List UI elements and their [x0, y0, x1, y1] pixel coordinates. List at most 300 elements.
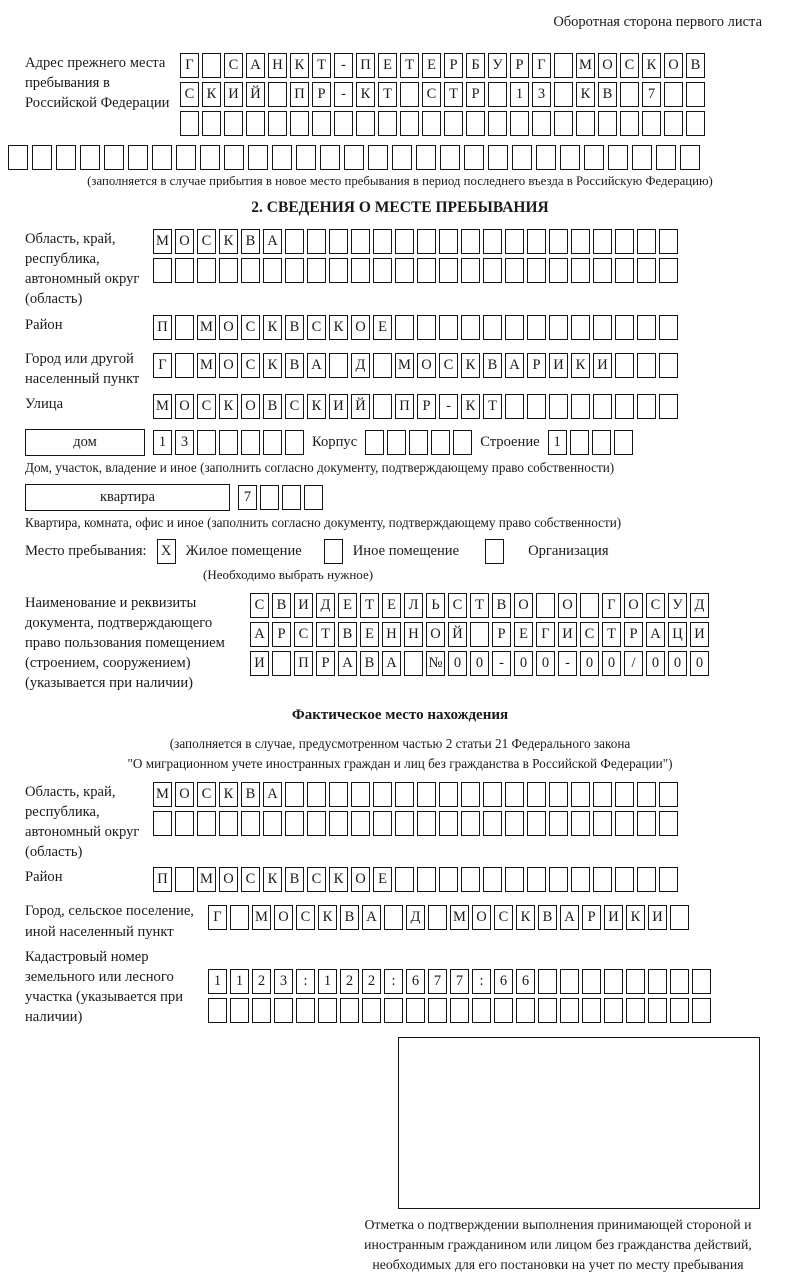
char-cell[interactable]: - — [439, 394, 458, 419]
char-cell[interactable]: 1 — [318, 969, 337, 994]
char-cell[interactable]: В — [492, 593, 511, 618]
char-cell[interactable] — [274, 998, 293, 1023]
char-cell[interactable] — [536, 145, 556, 170]
char-cell[interactable] — [505, 229, 524, 254]
char-cell[interactable]: П — [290, 82, 309, 107]
char-cell[interactable]: С — [620, 53, 639, 78]
char-cell[interactable] — [268, 82, 287, 107]
char-cell[interactable]: Д — [351, 353, 370, 378]
char-cell[interactable]: О — [417, 353, 436, 378]
char-cell[interactable]: Т — [378, 82, 397, 107]
char-cell[interactable] — [8, 145, 28, 170]
char-cell[interactable] — [554, 111, 573, 136]
char-cell[interactable]: К — [461, 394, 480, 419]
char-cell[interactable] — [637, 394, 656, 419]
fact-district-row[interactable] — [153, 867, 678, 892]
char-cell[interactable]: С — [241, 353, 260, 378]
char-cell[interactable] — [659, 867, 678, 892]
document-row-3[interactable] — [250, 651, 709, 676]
char-cell[interactable]: П — [294, 651, 313, 676]
char-cell[interactable]: О — [175, 782, 194, 807]
char-cell[interactable] — [560, 998, 579, 1023]
char-cell[interactable] — [56, 145, 76, 170]
char-cell[interactable]: 1 — [230, 969, 249, 994]
char-cell[interactable]: В — [241, 782, 260, 807]
char-cell[interactable]: К — [571, 353, 590, 378]
char-cell[interactable] — [351, 811, 370, 836]
char-cell[interactable] — [626, 998, 645, 1023]
char-cell[interactable]: Р — [312, 82, 331, 107]
char-cell[interactable]: - — [334, 53, 353, 78]
char-cell[interactable]: : — [472, 969, 491, 994]
char-cell[interactable] — [485, 539, 504, 564]
char-cell[interactable] — [450, 998, 469, 1023]
char-cell[interactable]: 2 — [252, 969, 271, 994]
char-cell[interactable] — [307, 782, 326, 807]
char-cell[interactable]: В — [285, 867, 304, 892]
char-cell[interactable] — [368, 145, 388, 170]
char-cell[interactable] — [329, 782, 348, 807]
char-cell[interactable] — [260, 485, 279, 510]
char-cell[interactable] — [395, 867, 414, 892]
char-cell[interactable] — [224, 111, 243, 136]
char-cell[interactable]: С — [422, 82, 441, 107]
char-cell[interactable]: Е — [360, 622, 379, 647]
char-cell[interactable] — [637, 867, 656, 892]
char-cell[interactable] — [404, 651, 423, 676]
other-premises-checkbox[interactable] — [324, 539, 343, 564]
char-cell[interactable] — [615, 782, 634, 807]
char-cell[interactable]: Н — [268, 53, 287, 78]
char-cell[interactable] — [395, 315, 414, 340]
char-cell[interactable] — [208, 998, 227, 1023]
char-cell[interactable] — [219, 811, 238, 836]
char-cell[interactable]: С — [197, 782, 216, 807]
char-cell[interactable]: Й — [351, 394, 370, 419]
char-cell[interactable]: Д — [406, 905, 425, 930]
char-cell[interactable]: И — [250, 651, 269, 676]
char-cell[interactable]: В — [241, 229, 260, 254]
char-cell[interactable]: Т — [312, 53, 331, 78]
char-cell[interactable] — [527, 782, 546, 807]
prev-address-row-1[interactable] — [180, 53, 705, 78]
char-cell[interactable] — [285, 430, 304, 455]
char-cell[interactable]: М — [197, 867, 216, 892]
char-cell[interactable] — [422, 111, 441, 136]
char-cell[interactable] — [614, 430, 633, 455]
char-cell[interactable]: С — [307, 867, 326, 892]
char-cell[interactable] — [571, 229, 590, 254]
char-cell[interactable]: Р — [466, 82, 485, 107]
char-cell[interactable] — [642, 111, 661, 136]
char-cell[interactable] — [461, 811, 480, 836]
char-cell[interactable]: К — [356, 82, 375, 107]
char-cell[interactable]: 7 — [428, 969, 447, 994]
char-cell[interactable] — [395, 782, 414, 807]
char-cell[interactable]: К — [202, 82, 221, 107]
char-cell[interactable] — [461, 258, 480, 283]
street-row[interactable] — [153, 394, 678, 419]
char-cell[interactable] — [483, 229, 502, 254]
char-cell[interactable] — [285, 229, 304, 254]
char-cell[interactable]: О — [664, 53, 683, 78]
char-cell[interactable] — [384, 998, 403, 1023]
char-cell[interactable]: В — [285, 353, 304, 378]
char-cell[interactable] — [272, 145, 292, 170]
char-cell[interactable] — [670, 905, 689, 930]
char-cell[interactable]: В — [360, 651, 379, 676]
char-cell[interactable] — [549, 867, 568, 892]
fact-city-row[interactable] — [208, 905, 689, 930]
char-cell[interactable] — [483, 258, 502, 283]
char-cell[interactable] — [329, 258, 348, 283]
char-cell[interactable] — [538, 998, 557, 1023]
char-cell[interactable] — [615, 867, 634, 892]
char-cell[interactable]: X — [157, 539, 176, 564]
char-cell[interactable] — [351, 782, 370, 807]
char-cell[interactable]: С — [180, 82, 199, 107]
char-cell[interactable]: К — [263, 315, 282, 340]
district-row[interactable] — [153, 315, 678, 340]
char-cell[interactable] — [248, 145, 268, 170]
char-cell[interactable] — [593, 811, 612, 836]
char-cell[interactable]: О — [624, 593, 643, 618]
char-cell[interactable] — [592, 430, 611, 455]
char-cell[interactable] — [439, 867, 458, 892]
char-cell[interactable] — [659, 229, 678, 254]
char-cell[interactable]: Д — [690, 593, 709, 618]
char-cell[interactable] — [439, 782, 458, 807]
char-cell[interactable] — [505, 315, 524, 340]
char-cell[interactable] — [582, 998, 601, 1023]
char-cell[interactable] — [461, 229, 480, 254]
char-cell[interactable]: В — [338, 622, 357, 647]
char-cell[interactable]: Г — [536, 622, 555, 647]
char-cell[interactable]: С — [241, 867, 260, 892]
char-cell[interactable] — [219, 430, 238, 455]
char-cell[interactable]: Б — [466, 53, 485, 78]
char-cell[interactable]: О — [175, 394, 194, 419]
char-cell[interactable]: С — [224, 53, 243, 78]
char-cell[interactable]: С — [307, 315, 326, 340]
char-cell[interactable]: 6 — [516, 969, 535, 994]
char-cell[interactable] — [175, 258, 194, 283]
char-cell[interactable] — [571, 394, 590, 419]
char-cell[interactable] — [584, 145, 604, 170]
char-cell[interactable] — [365, 430, 384, 455]
char-cell[interactable] — [428, 905, 447, 930]
char-cell[interactable]: / — [624, 651, 643, 676]
char-cell[interactable] — [197, 258, 216, 283]
char-cell[interactable]: А — [263, 782, 282, 807]
char-cell[interactable]: Е — [514, 622, 533, 647]
char-cell[interactable]: У — [668, 593, 687, 618]
char-cell[interactable]: 0 — [668, 651, 687, 676]
char-cell[interactable] — [615, 394, 634, 419]
char-cell[interactable] — [670, 969, 689, 994]
char-cell[interactable] — [356, 111, 375, 136]
char-cell[interactable]: О — [241, 394, 260, 419]
char-cell[interactable]: Г — [602, 593, 621, 618]
char-cell[interactable]: В — [686, 53, 705, 78]
prev-address-row-4[interactable] — [8, 145, 792, 170]
char-cell[interactable] — [406, 998, 425, 1023]
char-cell[interactable]: - — [558, 651, 577, 676]
char-cell[interactable] — [128, 145, 148, 170]
char-cell[interactable]: М — [153, 394, 172, 419]
char-cell[interactable]: - — [492, 651, 511, 676]
char-cell[interactable]: Р — [316, 651, 335, 676]
char-cell[interactable]: Р — [417, 394, 436, 419]
char-cell[interactable]: М — [153, 782, 172, 807]
char-cell[interactable]: О — [426, 622, 445, 647]
char-cell[interactable] — [608, 145, 628, 170]
char-cell[interactable]: Е — [373, 867, 392, 892]
char-cell[interactable]: М — [153, 229, 172, 254]
char-cell[interactable]: С — [296, 905, 315, 930]
char-cell[interactable]: К — [329, 315, 348, 340]
char-cell[interactable] — [536, 593, 555, 618]
char-cell[interactable] — [571, 315, 590, 340]
document-row-2[interactable] — [250, 622, 709, 647]
char-cell[interactable] — [582, 969, 601, 994]
char-cell[interactable] — [494, 998, 513, 1023]
char-cell[interactable]: Р — [492, 622, 511, 647]
char-cell[interactable] — [400, 82, 419, 107]
char-cell[interactable] — [570, 430, 589, 455]
char-cell[interactable]: Й — [448, 622, 467, 647]
char-cell[interactable]: Ь — [426, 593, 445, 618]
korpus-cells[interactable] — [365, 430, 472, 455]
char-cell[interactable] — [392, 145, 412, 170]
char-cell[interactable] — [197, 811, 216, 836]
char-cell[interactable] — [175, 811, 194, 836]
char-cell[interactable] — [461, 315, 480, 340]
char-cell[interactable]: К — [290, 53, 309, 78]
char-cell[interactable] — [637, 782, 656, 807]
char-cell[interactable] — [615, 811, 634, 836]
char-cell[interactable] — [246, 111, 265, 136]
char-cell[interactable] — [488, 145, 508, 170]
stroenie-cells[interactable] — [548, 430, 633, 455]
char-cell[interactable]: Г — [153, 353, 172, 378]
char-cell[interactable]: К — [516, 905, 535, 930]
char-cell[interactable] — [417, 867, 436, 892]
char-cell[interactable] — [296, 145, 316, 170]
char-cell[interactable]: К — [307, 394, 326, 419]
char-cell[interactable]: О — [274, 905, 293, 930]
char-cell[interactable] — [637, 258, 656, 283]
char-cell[interactable]: Т — [316, 622, 335, 647]
char-cell[interactable] — [560, 969, 579, 994]
char-cell[interactable]: С — [197, 394, 216, 419]
char-cell[interactable] — [659, 258, 678, 283]
char-cell[interactable] — [604, 969, 623, 994]
char-cell[interactable] — [571, 811, 590, 836]
char-cell[interactable]: И — [604, 905, 623, 930]
char-cell[interactable]: 3 — [175, 430, 194, 455]
char-cell[interactable] — [670, 998, 689, 1023]
char-cell[interactable]: О — [219, 315, 238, 340]
char-cell[interactable]: А — [338, 651, 357, 676]
char-cell[interactable] — [648, 969, 667, 994]
apartment-cells[interactable] — [238, 485, 323, 510]
char-cell[interactable] — [659, 782, 678, 807]
char-cell[interactable]: Т — [444, 82, 463, 107]
city-row[interactable] — [153, 353, 678, 378]
char-cell[interactable] — [272, 651, 291, 676]
char-cell[interactable]: Й — [246, 82, 265, 107]
char-cell[interactable]: В — [340, 905, 359, 930]
char-cell[interactable] — [324, 539, 343, 564]
char-cell[interactable] — [593, 394, 612, 419]
document-row-1[interactable] — [250, 593, 709, 618]
char-cell[interactable] — [510, 111, 529, 136]
char-cell[interactable]: О — [219, 867, 238, 892]
char-cell[interactable]: К — [219, 394, 238, 419]
char-cell[interactable]: П — [153, 315, 172, 340]
char-cell[interactable] — [571, 782, 590, 807]
char-cell[interactable]: В — [598, 82, 617, 107]
char-cell[interactable]: И — [558, 622, 577, 647]
char-cell[interactable] — [659, 353, 678, 378]
char-cell[interactable] — [351, 229, 370, 254]
char-cell[interactable] — [444, 111, 463, 136]
char-cell[interactable] — [80, 145, 100, 170]
char-cell[interactable] — [320, 145, 340, 170]
char-cell[interactable] — [664, 82, 683, 107]
char-cell[interactable]: С — [250, 593, 269, 618]
char-cell[interactable] — [241, 258, 260, 283]
char-cell[interactable] — [362, 998, 381, 1023]
char-cell[interactable]: С — [294, 622, 313, 647]
char-cell[interactable]: О — [351, 867, 370, 892]
char-cell[interactable] — [692, 998, 711, 1023]
char-cell[interactable] — [512, 145, 532, 170]
char-cell[interactable]: А — [263, 229, 282, 254]
char-cell[interactable]: В — [272, 593, 291, 618]
char-cell[interactable] — [615, 229, 634, 254]
char-cell[interactable] — [626, 969, 645, 994]
char-cell[interactable] — [593, 258, 612, 283]
char-cell[interactable]: Т — [470, 593, 489, 618]
char-cell[interactable]: А — [505, 353, 524, 378]
char-cell[interactable] — [285, 782, 304, 807]
char-cell[interactable] — [593, 867, 612, 892]
char-cell[interactable] — [318, 998, 337, 1023]
char-cell[interactable] — [527, 315, 546, 340]
char-cell[interactable] — [202, 53, 221, 78]
char-cell[interactable] — [290, 111, 309, 136]
char-cell[interactable]: 0 — [602, 651, 621, 676]
char-cell[interactable] — [104, 145, 124, 170]
char-cell[interactable]: Л — [404, 593, 423, 618]
char-cell[interactable]: Н — [404, 622, 423, 647]
char-cell[interactable] — [680, 145, 700, 170]
char-cell[interactable] — [312, 111, 331, 136]
char-cell[interactable] — [378, 111, 397, 136]
char-cell[interactable]: Е — [382, 593, 401, 618]
char-cell[interactable]: К — [626, 905, 645, 930]
char-cell[interactable] — [439, 811, 458, 836]
char-cell[interactable] — [387, 430, 406, 455]
char-cell[interactable] — [329, 229, 348, 254]
char-cell[interactable] — [373, 782, 392, 807]
char-cell[interactable]: С — [646, 593, 665, 618]
char-cell[interactable]: В — [285, 315, 304, 340]
char-cell[interactable] — [549, 315, 568, 340]
char-cell[interactable] — [395, 258, 414, 283]
char-cell[interactable] — [176, 145, 196, 170]
char-cell[interactable]: О — [558, 593, 577, 618]
char-cell[interactable]: О — [514, 593, 533, 618]
char-cell[interactable] — [648, 998, 667, 1023]
char-cell[interactable] — [153, 258, 172, 283]
region-row-1[interactable] — [153, 229, 678, 254]
char-cell[interactable]: Ц — [668, 622, 687, 647]
char-cell[interactable]: И — [329, 394, 348, 419]
fact-region-row-2[interactable] — [153, 811, 678, 836]
char-cell[interactable]: И — [690, 622, 709, 647]
char-cell[interactable]: А — [362, 905, 381, 930]
char-cell[interactable]: 0 — [470, 651, 489, 676]
char-cell[interactable] — [483, 811, 502, 836]
char-cell[interactable] — [527, 867, 546, 892]
char-cell[interactable] — [307, 811, 326, 836]
char-cell[interactable] — [527, 394, 546, 419]
char-cell[interactable]: И — [294, 593, 313, 618]
char-cell[interactable]: Р — [272, 622, 291, 647]
char-cell[interactable] — [373, 229, 392, 254]
char-cell[interactable]: Е — [373, 315, 392, 340]
char-cell[interactable] — [400, 111, 419, 136]
char-cell[interactable]: К — [318, 905, 337, 930]
prev-address-row-2[interactable] — [180, 82, 705, 107]
char-cell[interactable] — [395, 811, 414, 836]
char-cell[interactable]: 2 — [362, 969, 381, 994]
char-cell[interactable]: О — [598, 53, 617, 78]
char-cell[interactable] — [282, 485, 301, 510]
char-cell[interactable]: Д — [316, 593, 335, 618]
char-cell[interactable] — [230, 998, 249, 1023]
char-cell[interactable] — [373, 353, 392, 378]
char-cell[interactable] — [598, 111, 617, 136]
char-cell[interactable] — [453, 430, 472, 455]
cadastral-row-1[interactable] — [208, 969, 711, 994]
char-cell[interactable]: 0 — [580, 651, 599, 676]
char-cell[interactable] — [395, 229, 414, 254]
char-cell[interactable]: Н — [382, 622, 401, 647]
region-row-2[interactable] — [153, 258, 678, 283]
char-cell[interactable] — [637, 353, 656, 378]
char-cell[interactable] — [620, 82, 639, 107]
char-cell[interactable]: 0 — [448, 651, 467, 676]
char-cell[interactable] — [615, 258, 634, 283]
char-cell[interactable]: К — [219, 782, 238, 807]
char-cell[interactable]: С — [285, 394, 304, 419]
char-cell[interactable] — [417, 229, 436, 254]
char-cell[interactable] — [439, 258, 458, 283]
char-cell[interactable] — [439, 229, 458, 254]
char-cell[interactable] — [175, 315, 194, 340]
char-cell[interactable]: П — [395, 394, 414, 419]
char-cell[interactable] — [593, 315, 612, 340]
char-cell[interactable] — [472, 998, 491, 1023]
residential-checkbox[interactable] — [157, 539, 176, 564]
char-cell[interactable] — [659, 315, 678, 340]
char-cell[interactable]: 7 — [450, 969, 469, 994]
char-cell[interactable] — [554, 82, 573, 107]
